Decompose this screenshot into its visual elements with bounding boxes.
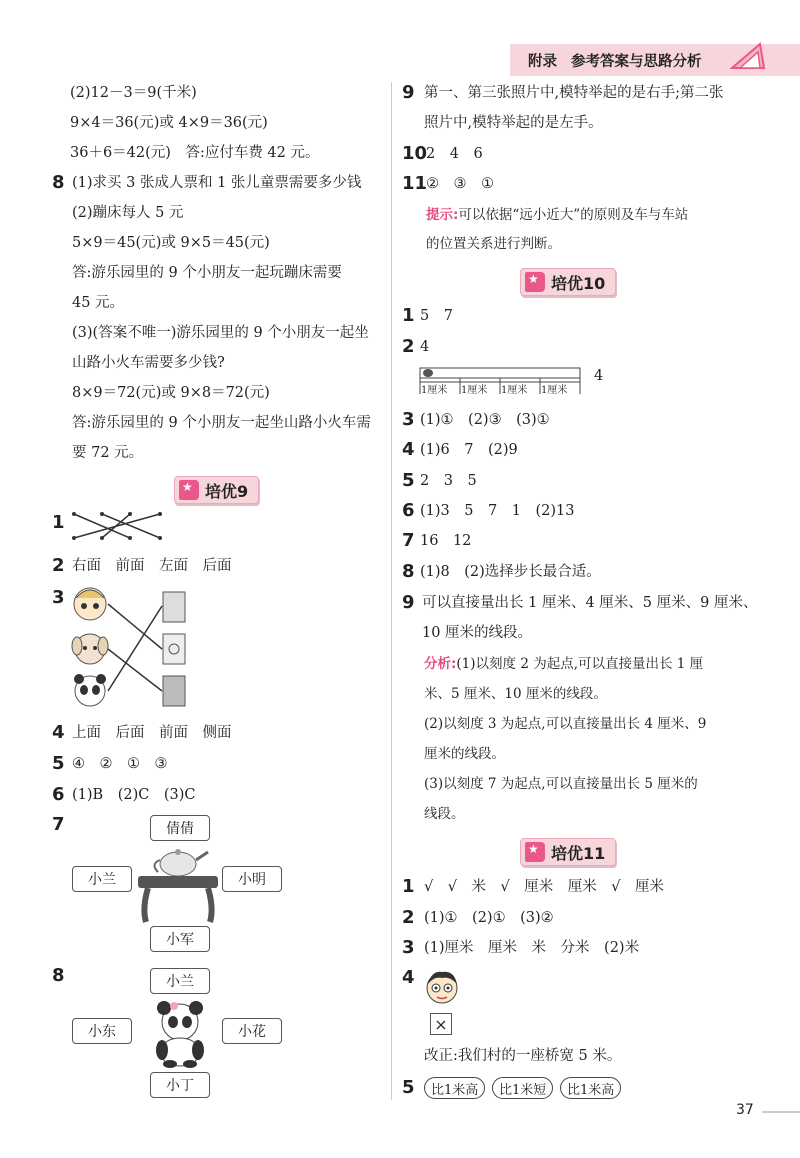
hint-line bbox=[426, 205, 688, 225]
section-title: 培优9 bbox=[205, 481, 249, 501]
label-box-left: 小兰 bbox=[72, 866, 132, 892]
question-number: 2 bbox=[52, 555, 65, 576]
page-number: 37 bbox=[736, 1102, 754, 1118]
question-number: 3 bbox=[52, 587, 65, 608]
question-number: 10 bbox=[402, 143, 428, 164]
question-number: 1 bbox=[402, 305, 415, 326]
question-number: 9 bbox=[402, 82, 415, 103]
boy-face-icon bbox=[424, 968, 464, 1008]
question-number: 7 bbox=[52, 814, 65, 835]
analysis-line: (2)以刻度 3 为起点,可以直接量出长 4 厘米、9 bbox=[424, 716, 707, 732]
answer-line: 答:游乐园里的 9 个小朋友一起玩蹦床需要 bbox=[72, 265, 342, 281]
answer-line: 右面 前面 左面 后面 bbox=[72, 558, 232, 574]
answer-line: 上面 后面 前面 侧面 bbox=[72, 725, 232, 741]
question-number: 3 bbox=[402, 937, 415, 958]
analysis-line: 米、5 厘米、10 厘米的线段。 bbox=[424, 686, 607, 702]
answer-line: 45 元。 bbox=[72, 295, 125, 311]
answer-line: 2 3 5 bbox=[420, 473, 477, 489]
question-number: 8 bbox=[402, 561, 415, 582]
ruler-segment-label: 1厘米 bbox=[421, 385, 448, 396]
face-matching-diagram bbox=[70, 584, 200, 714]
answer-line: (2)12－3＝9(千米) bbox=[70, 85, 197, 101]
analysis-line bbox=[424, 654, 703, 674]
question-number: 2 bbox=[402, 907, 415, 928]
question-number: 4 bbox=[402, 967, 415, 988]
matching-lines-diagram bbox=[70, 510, 170, 542]
label-box-left: 小东 bbox=[72, 1018, 132, 1044]
answer-line: (1)求买 3 张成人票和 1 张儿童票需要多少钱 bbox=[72, 175, 362, 191]
question-number: 6 bbox=[52, 784, 65, 805]
option-oval: 比1米高 bbox=[560, 1077, 621, 1099]
analysis-text: (1)以刻度 2 为起点,可以直接量出长 1 厘 bbox=[456, 656, 704, 672]
answer-line: 4 bbox=[420, 339, 430, 355]
answer-line: 8×9＝72(元)或 9×8＝72(元) bbox=[72, 385, 270, 401]
option-oval: 比1米短 bbox=[492, 1077, 553, 1099]
question-number: 5 bbox=[52, 753, 65, 774]
answer-line: (1)厘米 厘米 米 分米 (2)米 bbox=[424, 940, 640, 956]
ruler-segment-label: 1厘米 bbox=[461, 385, 488, 396]
cross-mark-box: × bbox=[430, 1013, 452, 1035]
section-title: 培优11 bbox=[551, 843, 606, 863]
hint-text: 可以依据“远小近大”的原则及车与车站 bbox=[458, 207, 689, 223]
answer-line: 5 7 bbox=[420, 308, 453, 324]
header-prefix: 附录 bbox=[528, 54, 557, 70]
answer-line: (2)蹦床每人 5 元 bbox=[72, 205, 184, 221]
question-number: 1 bbox=[402, 876, 415, 897]
ruler-count: 4 bbox=[594, 368, 604, 384]
answer-line: ② ③ ① bbox=[426, 176, 494, 192]
answer-line: (3)(答案不唯一)游乐园里的 9 个小朋友一起坐 bbox=[72, 325, 369, 341]
answer-line: √ √ 米 √ 厘米 厘米 √ 厘米 bbox=[424, 879, 664, 895]
book-star-icon bbox=[525, 842, 545, 862]
hint-line: 的位置关系进行判断。 bbox=[426, 236, 561, 252]
header-main-title: 参考答案与思路分析 bbox=[571, 54, 702, 70]
question-number: 4 bbox=[402, 439, 415, 460]
answer-line: (1)① (2)① (3)② bbox=[424, 910, 554, 926]
ruler-segment-label: 1厘米 bbox=[541, 385, 568, 396]
triangle-ruler-icon bbox=[730, 40, 770, 72]
question-number: 2 bbox=[402, 336, 415, 357]
section-title: 培优10 bbox=[551, 273, 606, 293]
book-star-icon bbox=[525, 272, 545, 292]
label-box-top: 小兰 bbox=[150, 968, 210, 994]
analysis-line: (3)以刻度 7 为起点,可以直接量出长 5 厘米的 bbox=[424, 776, 698, 792]
answer-line: 山路小火车需要多少钱? bbox=[72, 355, 225, 371]
question-number: 8 bbox=[52, 172, 65, 193]
header-title bbox=[528, 50, 702, 71]
question-number: 11 bbox=[402, 173, 428, 194]
question-number: 6 bbox=[402, 500, 415, 521]
label-box-right: 小花 bbox=[222, 1018, 282, 1044]
question-number: 3 bbox=[402, 409, 415, 430]
answer-line: 16 12 bbox=[420, 533, 472, 549]
page-number-rule bbox=[762, 1111, 800, 1113]
answer-line: 照片中,模特举起的是左手。 bbox=[424, 115, 603, 131]
analysis-label: 分析: bbox=[424, 656, 457, 672]
answer-line: 36＋6＝42(元) 答:应付车费 42 元。 bbox=[70, 145, 320, 161]
question-number: 4 bbox=[52, 722, 65, 743]
section-badge-10 bbox=[520, 268, 616, 296]
answer-line: ④ ② ① ③ bbox=[72, 756, 168, 772]
answer-line: 9×4＝36(元)或 4×9＝36(元) bbox=[70, 115, 268, 131]
question-number: 7 bbox=[402, 530, 415, 551]
book-star-icon bbox=[179, 480, 199, 500]
answer-line: 5×9＝45(元)或 9×5＝45(元) bbox=[72, 235, 270, 251]
label-box-right: 小明 bbox=[222, 866, 282, 892]
answer-line: (1)6 7 (2)9 bbox=[420, 442, 518, 458]
answer-line: 改正:我们村的一座桥宽 5 米。 bbox=[424, 1048, 622, 1064]
section-badge-9 bbox=[174, 476, 259, 504]
answer-line: (1)① (2)③ (3)① bbox=[420, 412, 550, 428]
panda-toy-icon bbox=[148, 998, 212, 1068]
question-number: 9 bbox=[402, 592, 415, 613]
question-number: 5 bbox=[402, 470, 415, 491]
teapot-on-table-icon bbox=[134, 846, 222, 924]
ruler-segment-label: 1厘米 bbox=[501, 385, 528, 396]
analysis-line: 线段。 bbox=[424, 806, 465, 822]
label-box-bottom: 小丁 bbox=[150, 1072, 210, 1098]
label-box-bottom: 小军 bbox=[150, 926, 210, 952]
answer-line: 10 厘米的线段。 bbox=[422, 625, 533, 641]
answer-line: (1)8 (2)选择步长最合适。 bbox=[420, 564, 601, 580]
answer-line: 要 72 元。 bbox=[72, 445, 144, 461]
answer-line: (1)B (2)C (3)C bbox=[72, 787, 196, 803]
option-oval: 比1米高 bbox=[424, 1077, 485, 1099]
analysis-line: 厘米的线段。 bbox=[424, 746, 505, 762]
answer-line: 可以直接量出长 1 厘米、4 厘米、5 厘米、9 厘米、 bbox=[422, 595, 758, 611]
label-box-top: 倩倩 bbox=[150, 815, 210, 841]
hint-label: 提示: bbox=[426, 207, 459, 223]
answer-line: 2 4 6 bbox=[426, 146, 483, 162]
answer-line: 第一、第三张照片中,模特举起的是右手;第二张 bbox=[424, 85, 724, 101]
section-badge-11 bbox=[520, 838, 616, 866]
answer-line: 答:游乐园里的 9 个小朋友一起坐山路小火车需 bbox=[72, 415, 371, 431]
column-divider bbox=[391, 82, 392, 1100]
question-number: 5 bbox=[402, 1077, 415, 1098]
question-number: 8 bbox=[52, 965, 65, 986]
answer-line: (1)3 5 7 1 (2)13 bbox=[420, 503, 575, 519]
question-number: 1 bbox=[52, 512, 65, 533]
